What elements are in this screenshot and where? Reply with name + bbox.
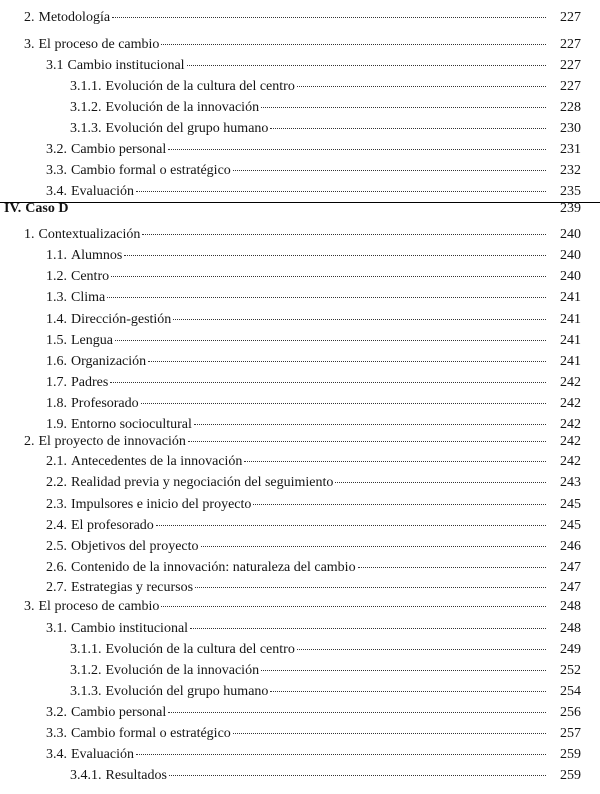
entry-title: Cambio formal o estratégico xyxy=(71,163,231,178)
toc-entry xyxy=(0,473,600,493)
entry-number: 1.8. xyxy=(46,396,67,411)
entry-number: 2.3. xyxy=(46,497,67,512)
entry-page: 242 xyxy=(560,454,581,469)
entry-title: Clima xyxy=(71,290,106,305)
entry-title: Cambio personal xyxy=(71,142,167,157)
toc-entry xyxy=(0,331,600,351)
entry-number: 1.9. xyxy=(46,417,67,432)
entry-title: Padres xyxy=(71,375,109,390)
dot-leader xyxy=(195,587,546,588)
dot-leader xyxy=(141,403,546,404)
toc-entry xyxy=(0,661,600,681)
toc-entry xyxy=(0,373,600,393)
entry-page: 227 xyxy=(560,10,581,25)
entry-number: 3.1.3. xyxy=(70,121,102,136)
dot-leader xyxy=(233,733,546,734)
entry-number: 1.1. xyxy=(46,248,67,263)
entry-page: 241 xyxy=(560,312,581,327)
entry-title: Objetivos del proyecto xyxy=(71,539,199,554)
toc-entry xyxy=(0,516,600,536)
dot-leader xyxy=(261,670,546,671)
entry-title: Evaluación xyxy=(71,184,134,199)
toc-entry xyxy=(0,310,600,330)
entry-page: 231 xyxy=(560,142,581,157)
dot-leader xyxy=(161,606,546,607)
toc-entry xyxy=(0,352,600,372)
toc-entry xyxy=(0,766,600,786)
entry-page: 247 xyxy=(560,560,581,575)
entry-number: 3.2. xyxy=(46,142,67,157)
entry-page: 235 xyxy=(560,184,581,199)
dot-leader xyxy=(112,17,546,18)
entry-title: Antecedentes de la innovación xyxy=(71,454,243,469)
toc-entry xyxy=(0,394,600,414)
entry-number: 1.2. xyxy=(46,269,67,284)
entry-title: Realidad previa y negociación del seguimiento xyxy=(71,475,334,490)
entry-title: Impulsores e inicio del proyecto xyxy=(71,497,252,512)
dot-leader xyxy=(110,382,546,383)
dot-leader xyxy=(194,424,546,425)
toc-entry xyxy=(0,558,600,578)
dot-leader xyxy=(270,691,546,692)
entry-number: 2. xyxy=(24,10,35,25)
entry-title: El proyecto de innovación xyxy=(38,434,186,449)
entry-title: El profesorado xyxy=(71,518,154,533)
dot-leader xyxy=(173,319,546,320)
entry-title: Cambio institucional xyxy=(67,58,185,73)
dot-leader xyxy=(148,361,546,362)
dot-leader xyxy=(70,208,546,209)
dot-leader xyxy=(253,504,546,505)
dot-leader xyxy=(188,441,546,442)
entry-page: 241 xyxy=(560,290,581,305)
entry-page: 252 xyxy=(560,663,581,678)
entry-page: 249 xyxy=(560,642,581,657)
entry-title: Evolución de la cultura del centro xyxy=(105,642,295,657)
entry-title: Lengua xyxy=(71,333,113,348)
entry-title: El proceso de cambio xyxy=(38,37,160,52)
entry-number: 1.7. xyxy=(46,375,67,390)
entry-number: 1.4. xyxy=(46,312,67,327)
entry-number: 2.1. xyxy=(46,454,67,469)
entry-page: 243 xyxy=(560,475,581,490)
entry-number: 1.5. xyxy=(46,333,67,348)
dot-leader xyxy=(201,546,546,547)
entry-number: 2.6. xyxy=(46,560,67,575)
entry-page: 256 xyxy=(560,705,581,720)
entry-number: 3. xyxy=(24,37,35,52)
dot-leader xyxy=(335,482,546,483)
dot-leader xyxy=(244,461,546,462)
dot-leader xyxy=(297,649,546,650)
dot-leader xyxy=(297,86,546,87)
toc-entry xyxy=(0,288,600,308)
entry-page: 259 xyxy=(560,768,581,783)
dot-leader xyxy=(111,276,546,277)
entry-number: 2.5. xyxy=(46,539,67,554)
entry-number: 1.3. xyxy=(46,290,67,305)
toc-entry xyxy=(0,452,600,472)
toc-entry xyxy=(0,432,600,452)
dot-leader xyxy=(161,44,546,45)
entry-page: 242 xyxy=(560,375,581,390)
dot-leader xyxy=(136,754,546,755)
entry-number: 3.1.2. xyxy=(70,663,102,678)
entry-title: Contextualización xyxy=(38,227,141,242)
entry-title: Resultados xyxy=(105,768,167,783)
toc-entry xyxy=(0,619,600,639)
entry-page: 248 xyxy=(560,621,581,636)
toc-entry xyxy=(0,119,600,139)
entry-title: Caso D xyxy=(25,201,69,216)
entry-number: 2.4. xyxy=(46,518,67,533)
toc-entry xyxy=(0,246,600,266)
entry-number: 3.3. xyxy=(46,163,67,178)
entry-page: 230 xyxy=(560,121,581,136)
entry-page: 228 xyxy=(560,100,581,115)
entry-number: 3.4. xyxy=(46,747,67,762)
entry-number: IV. xyxy=(4,201,22,216)
entry-title: Evolución del grupo humano xyxy=(105,121,269,136)
dot-leader xyxy=(168,149,546,150)
toc-entry xyxy=(0,724,600,744)
entry-page: 245 xyxy=(560,518,581,533)
entry-page: 227 xyxy=(560,58,581,73)
toc-entry xyxy=(0,77,600,97)
toc-entry xyxy=(0,640,600,660)
entry-number: 3.4.1. xyxy=(70,768,102,783)
entry-number: 3.4. xyxy=(46,184,67,199)
dot-leader xyxy=(261,107,546,108)
entry-title: Estrategias y recursos xyxy=(71,580,194,595)
entry-number: 3.3. xyxy=(46,726,67,741)
entry-number: 3. xyxy=(24,599,35,614)
entry-number: 3.1 xyxy=(46,58,64,73)
toc-entry xyxy=(0,578,600,598)
entry-number: 2.7. xyxy=(46,580,67,595)
entry-page: 241 xyxy=(560,354,581,369)
entry-title: Evolución de la cultura del centro xyxy=(105,79,295,94)
toc-entry xyxy=(0,703,600,723)
entry-number: 2. xyxy=(24,434,35,449)
entry-page: 246 xyxy=(560,539,581,554)
entry-title: Cambio institucional xyxy=(71,621,189,636)
dot-leader xyxy=(168,712,546,713)
dot-leader xyxy=(187,65,546,66)
dot-leader xyxy=(270,128,546,129)
toc-entry xyxy=(0,495,600,515)
entry-page: 241 xyxy=(560,333,581,348)
dot-leader xyxy=(190,628,546,629)
entry-number: 3.1.1. xyxy=(70,79,102,94)
entry-title: Contenido de la innovación: naturaleza del cambio xyxy=(71,560,356,575)
entry-page: 227 xyxy=(560,37,581,52)
entry-number: 1.6. xyxy=(46,354,67,369)
entry-title: Evolución de la innovación xyxy=(105,100,260,115)
entry-title: Evolución de la innovación xyxy=(105,663,260,678)
entry-title: Organización xyxy=(71,354,147,369)
entry-page: 242 xyxy=(560,396,581,411)
entry-page: 240 xyxy=(560,227,581,242)
entry-page: 248 xyxy=(560,599,581,614)
toc-entry xyxy=(0,56,600,76)
entry-title: Entorno sociocultural xyxy=(71,417,192,432)
entry-page: 257 xyxy=(560,726,581,741)
entry-page: 247 xyxy=(560,580,581,595)
entry-page: 227 xyxy=(560,79,581,94)
entry-number: 3.1.3. xyxy=(70,684,102,699)
entry-title: Cambio formal o estratégico xyxy=(71,726,231,741)
dot-leader xyxy=(156,525,546,526)
entry-number: 3.1.1. xyxy=(70,642,102,657)
dot-leader xyxy=(107,297,546,298)
dot-leader xyxy=(142,234,546,235)
toc-entry xyxy=(0,140,600,160)
toc-entry xyxy=(0,682,600,702)
entry-title: Profesorado xyxy=(71,396,139,411)
dot-leader xyxy=(115,340,546,341)
entry-page: 242 xyxy=(560,417,581,432)
entry-page: 240 xyxy=(560,248,581,263)
dot-leader xyxy=(136,191,546,192)
entry-page: 259 xyxy=(560,747,581,762)
toc-entry xyxy=(0,225,600,245)
entry-title: Cambio personal xyxy=(71,705,167,720)
entry-number: 3.1. xyxy=(46,621,67,636)
toc-entry xyxy=(0,597,600,617)
toc-entry xyxy=(0,35,600,55)
entry-title: Metodología xyxy=(38,10,111,25)
entry-title: El proceso de cambio xyxy=(38,599,160,614)
toc-entry xyxy=(0,267,600,287)
dot-leader xyxy=(124,255,546,256)
entry-page: 242 xyxy=(560,434,581,449)
toc-entry xyxy=(0,8,600,28)
entry-number: 2.2. xyxy=(46,475,67,490)
dot-leader xyxy=(169,775,546,776)
toc-entry xyxy=(0,745,600,765)
dot-leader xyxy=(233,170,546,171)
toc-entry xyxy=(0,98,600,118)
entry-number: 3.1.2. xyxy=(70,100,102,115)
entry-page: 254 xyxy=(560,684,581,699)
entry-number: 1. xyxy=(24,227,35,242)
entry-title: Dirección-gestión xyxy=(71,312,172,327)
entry-number: 3.2. xyxy=(46,705,67,720)
entry-page: 232 xyxy=(560,163,581,178)
entry-title: Evolución del grupo humano xyxy=(105,684,269,699)
entry-title: Centro xyxy=(71,269,110,284)
toc-entry xyxy=(0,161,600,181)
entry-page: 245 xyxy=(560,497,581,512)
dot-leader xyxy=(358,567,546,568)
entry-title: Evaluación xyxy=(71,747,134,762)
toc-entry xyxy=(0,537,600,557)
entry-page: 239 xyxy=(560,201,581,216)
entry-page: 240 xyxy=(560,269,581,284)
entry-title: Alumnos xyxy=(71,248,123,263)
toc-entry xyxy=(0,199,600,219)
